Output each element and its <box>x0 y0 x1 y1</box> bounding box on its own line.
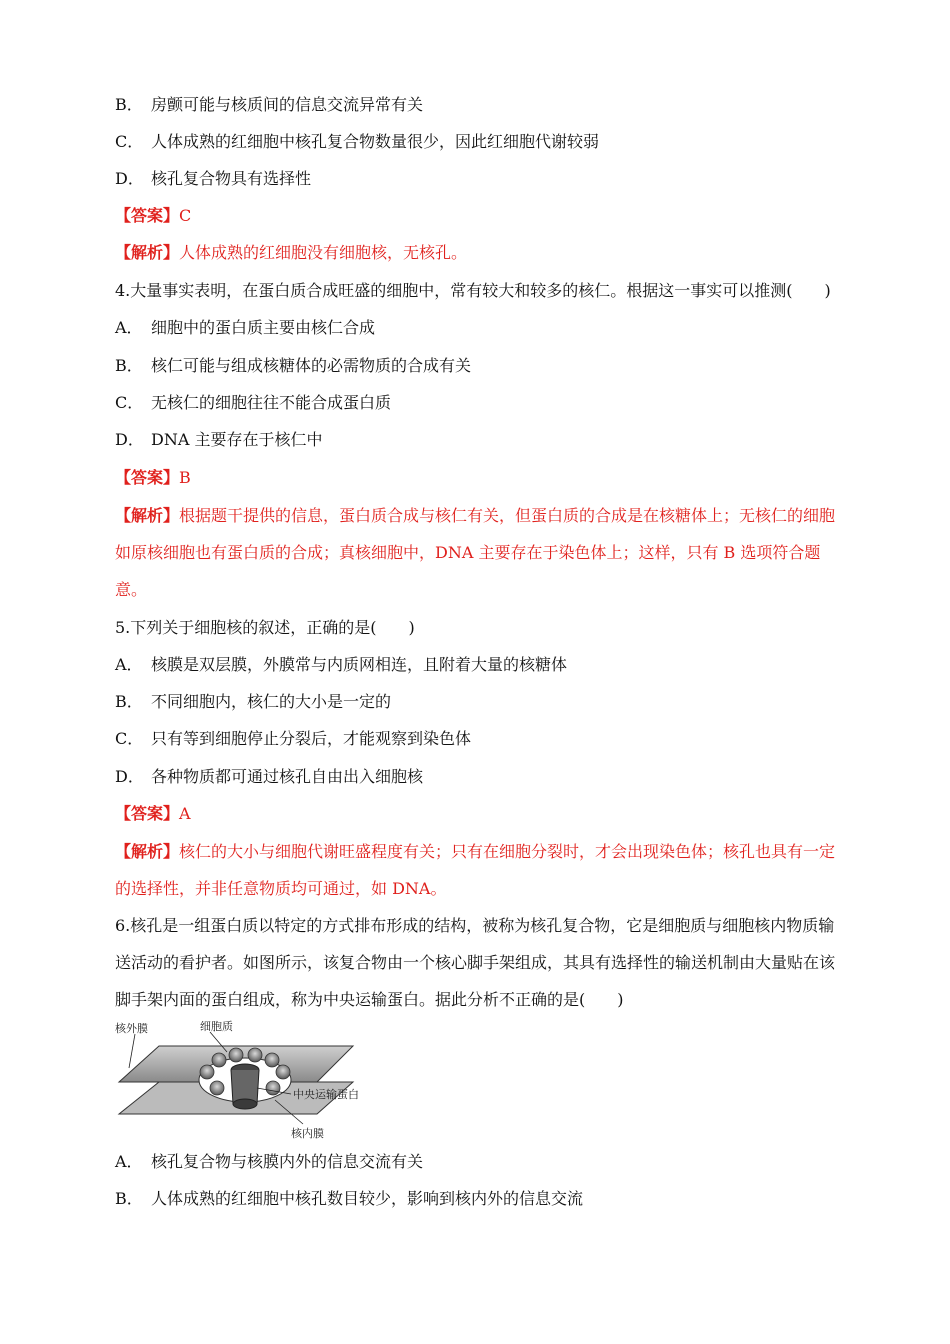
q3-answer <box>115 205 191 227</box>
q4-analysis <box>115 497 837 608</box>
analysis-text: 核仁的大小与细胞代谢旺盛程度有关；只有在细胞分裂时，才会出现染色体；核孔也具有一定的选择性，并非任意物质均可通过，如 DNA。 <box>115 842 836 898</box>
q6-stem: 6.核孔是一组蛋白质以特定的方式排布形成的结构，被称为核孔复合物，它是细胞质与细胞核内物质输送活动的看护者。如图所示，该复合物由一个核心脚手架组成，其具有选择性的输送机制由大量贴在该脚手架内面的蛋白组成，称为中央运输蛋白。据此分析不正确的是( ) <box>115 916 836 1009</box>
label-outer-membrane: 核外膜 <box>115 1022 148 1035</box>
q3-analysis <box>115 242 467 264</box>
q6-option-a: A． 核孔复合物与核膜内外的信息交流有关 <box>115 1152 424 1171</box>
q5-option-c: C． 只有等到细胞停止分裂后，才能观察到染色体 <box>115 729 472 748</box>
answer-label: 【答案】 <box>115 206 180 225</box>
q5-answer <box>115 803 191 825</box>
analysis-text: 人体成熟的红细胞没有细胞核，无核孔。 <box>179 243 468 262</box>
analysis-text: 根据题干提供的信息，蛋白质合成与核仁有关，但蛋白质的合成是在核糖体上；无核仁的细胞如原核细胞也有蛋白质的合成；真核细胞中，DNA 主要存在于染色体上；这样，只有 B 选项符合题意。 <box>115 506 836 599</box>
q4-stem: 4.大量事实表明，在蛋白质合成旺盛的细胞中，常有较大和较多的核仁。根据这一事实可以推测( ) <box>115 281 831 300</box>
q5-stem: 5.下列关于细胞核的叙述，正确的是( ) <box>115 618 415 637</box>
q6-option-b: B． 人体成熟的红细胞中核孔数目较少，影响到核内外的信息交流 <box>115 1189 584 1208</box>
answer-value: C <box>179 206 192 225</box>
analysis-label: 【解析】 <box>115 842 180 861</box>
answer-label: 【答案】 <box>115 468 180 487</box>
q4-option-c: C． 无核仁的细胞往往不能合成蛋白质 <box>115 393 392 412</box>
q3-option-c: C． 人体成熟的红细胞中核孔复合物数量很少，因此红细胞代谢较弱 <box>115 132 600 151</box>
q5-option-d: D． 各种物质都可通过核孔自由出入细胞核 <box>115 767 424 786</box>
analysis-label: 【解析】 <box>115 243 180 262</box>
label-cytoplasm: 细胞质 <box>200 1020 233 1033</box>
nuclear-pore-diagram <box>115 1020 377 1142</box>
q5-analysis <box>115 833 837 907</box>
answer-label: 【答案】 <box>115 804 180 823</box>
q4-option-d: D． DNA 主要存在于核仁中 <box>115 430 323 449</box>
q4-option-a: A． 细胞中的蛋白质主要由核仁合成 <box>115 318 376 337</box>
label-inner-membrane: 核内膜 <box>291 1127 324 1140</box>
q5-option-a: A． 核膜是双层膜，外膜常与内质网相连，且附着大量的核糖体 <box>115 655 568 674</box>
q3-option-d: D． 核孔复合物具有选择性 <box>115 169 312 188</box>
q4-answer <box>115 467 191 489</box>
q4-option-b: B． 核仁可能与组成核糖体的必需物质的合成有关 <box>115 356 472 375</box>
q3-option-b: B． 房颤可能与核质间的信息交流异常有关 <box>115 95 424 114</box>
answer-value: B <box>179 468 191 487</box>
analysis-label: 【解析】 <box>115 506 180 525</box>
label-central-transport-protein: 中央运输蛋白 <box>293 1088 359 1101</box>
q5-option-b: B． 不同细胞内，核仁的大小是一定的 <box>115 692 392 711</box>
answer-value: A <box>179 804 191 823</box>
